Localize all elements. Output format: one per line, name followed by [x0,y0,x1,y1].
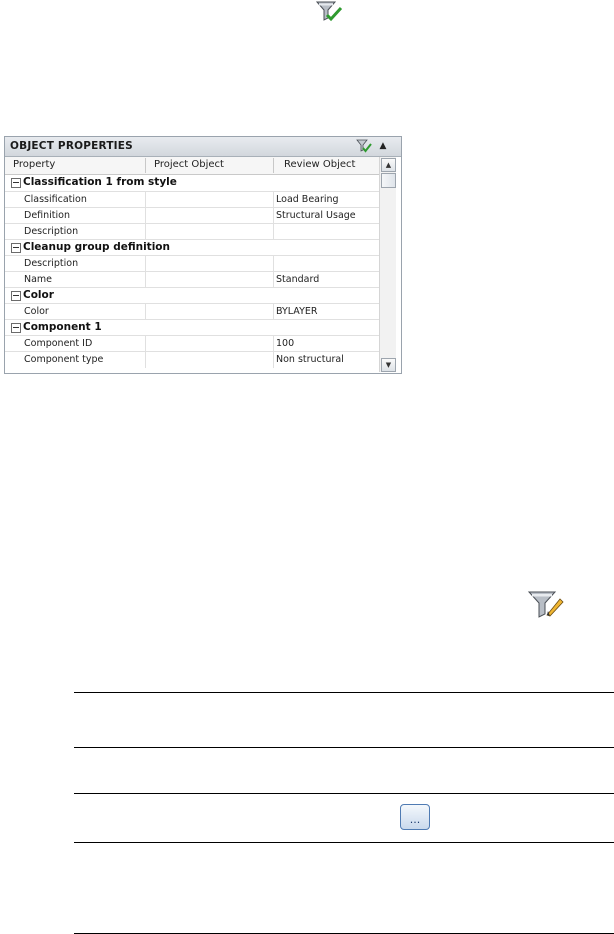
property-name: Component type [24,354,104,365]
cell-divider [145,304,146,320]
cell-divider [273,256,274,272]
cell-divider [273,272,274,288]
column-divider[interactable] [273,158,274,173]
review-value: 100 [276,338,295,349]
table-rule [74,692,614,693]
collapse-icon[interactable] [11,323,21,333]
filter-edit-icon [527,589,565,619]
group-label: Color [23,289,54,301]
scroll-down-icon[interactable]: ▼ [381,358,396,372]
property-name: Description [24,258,79,269]
property-name: Name [24,274,53,285]
cell-divider [145,352,146,368]
table-rule [74,747,614,748]
property-row[interactable] [5,223,379,240]
property-row[interactable] [5,207,379,224]
group-label: Component 1 [23,321,102,333]
property-row[interactable] [5,351,379,368]
cell-divider [145,256,146,272]
property-row[interactable] [5,255,379,272]
collapse-icon[interactable] [11,291,21,301]
collapse-arrow-icon[interactable]: ▲ [379,141,387,151]
scroll-up-icon[interactable]: ▲ [381,158,396,172]
cell-divider [145,272,146,288]
cell-divider [273,208,274,224]
group-row[interactable] [5,287,379,304]
collapse-icon[interactable] [11,243,21,253]
property-row[interactable] [5,271,379,288]
table-rule [74,842,614,843]
panel-header [5,137,401,157]
review-value: Standard [276,274,320,285]
column-header-property[interactable]: Property [13,159,56,170]
property-name: Definition [24,210,71,221]
property-name: Color [24,306,49,317]
table-rule [74,793,614,794]
review-value: Non structural [276,354,344,365]
property-name: Classification [24,194,87,205]
property-grid [5,175,379,373]
filter-check-icon [315,0,345,24]
column-headers [5,157,379,175]
property-name: Component ID [24,338,93,349]
property-name: Description [24,226,79,237]
browse-button[interactable] [400,804,430,830]
property-row[interactable] [5,303,379,320]
collapse-icon[interactable] [11,178,21,188]
review-value: BYLAYER [276,306,318,317]
browse-button-label: ... [409,813,421,826]
scroll-thumb[interactable] [381,173,396,188]
vertical-scrollbar[interactable] [379,157,396,372]
cell-divider [273,224,274,240]
review-value: Structural Usage [276,210,356,221]
group-row[interactable] [5,319,379,336]
group-label: Cleanup group definition [23,241,170,253]
filter-check-icon[interactable] [356,139,372,154]
column-header-review-object[interactable]: Review Object [284,159,356,170]
group-row[interactable] [5,239,379,256]
review-value: Load Bearing [276,194,339,205]
column-divider[interactable] [145,158,146,173]
cell-divider [145,192,146,208]
group-label: Classification 1 from style [23,176,177,188]
property-row[interactable] [5,335,379,352]
panel-title: OBJECT PROPERTIES [10,140,133,152]
property-row[interactable] [5,191,379,208]
cell-divider [273,192,274,208]
column-header-project-object[interactable]: Project Object [154,159,224,170]
cell-divider [273,336,274,352]
cell-divider [273,304,274,320]
object-properties-panel [4,136,402,374]
cell-divider [145,336,146,352]
cell-divider [145,208,146,224]
group-row[interactable] [5,175,379,191]
cell-divider [273,352,274,368]
cell-divider [145,224,146,240]
